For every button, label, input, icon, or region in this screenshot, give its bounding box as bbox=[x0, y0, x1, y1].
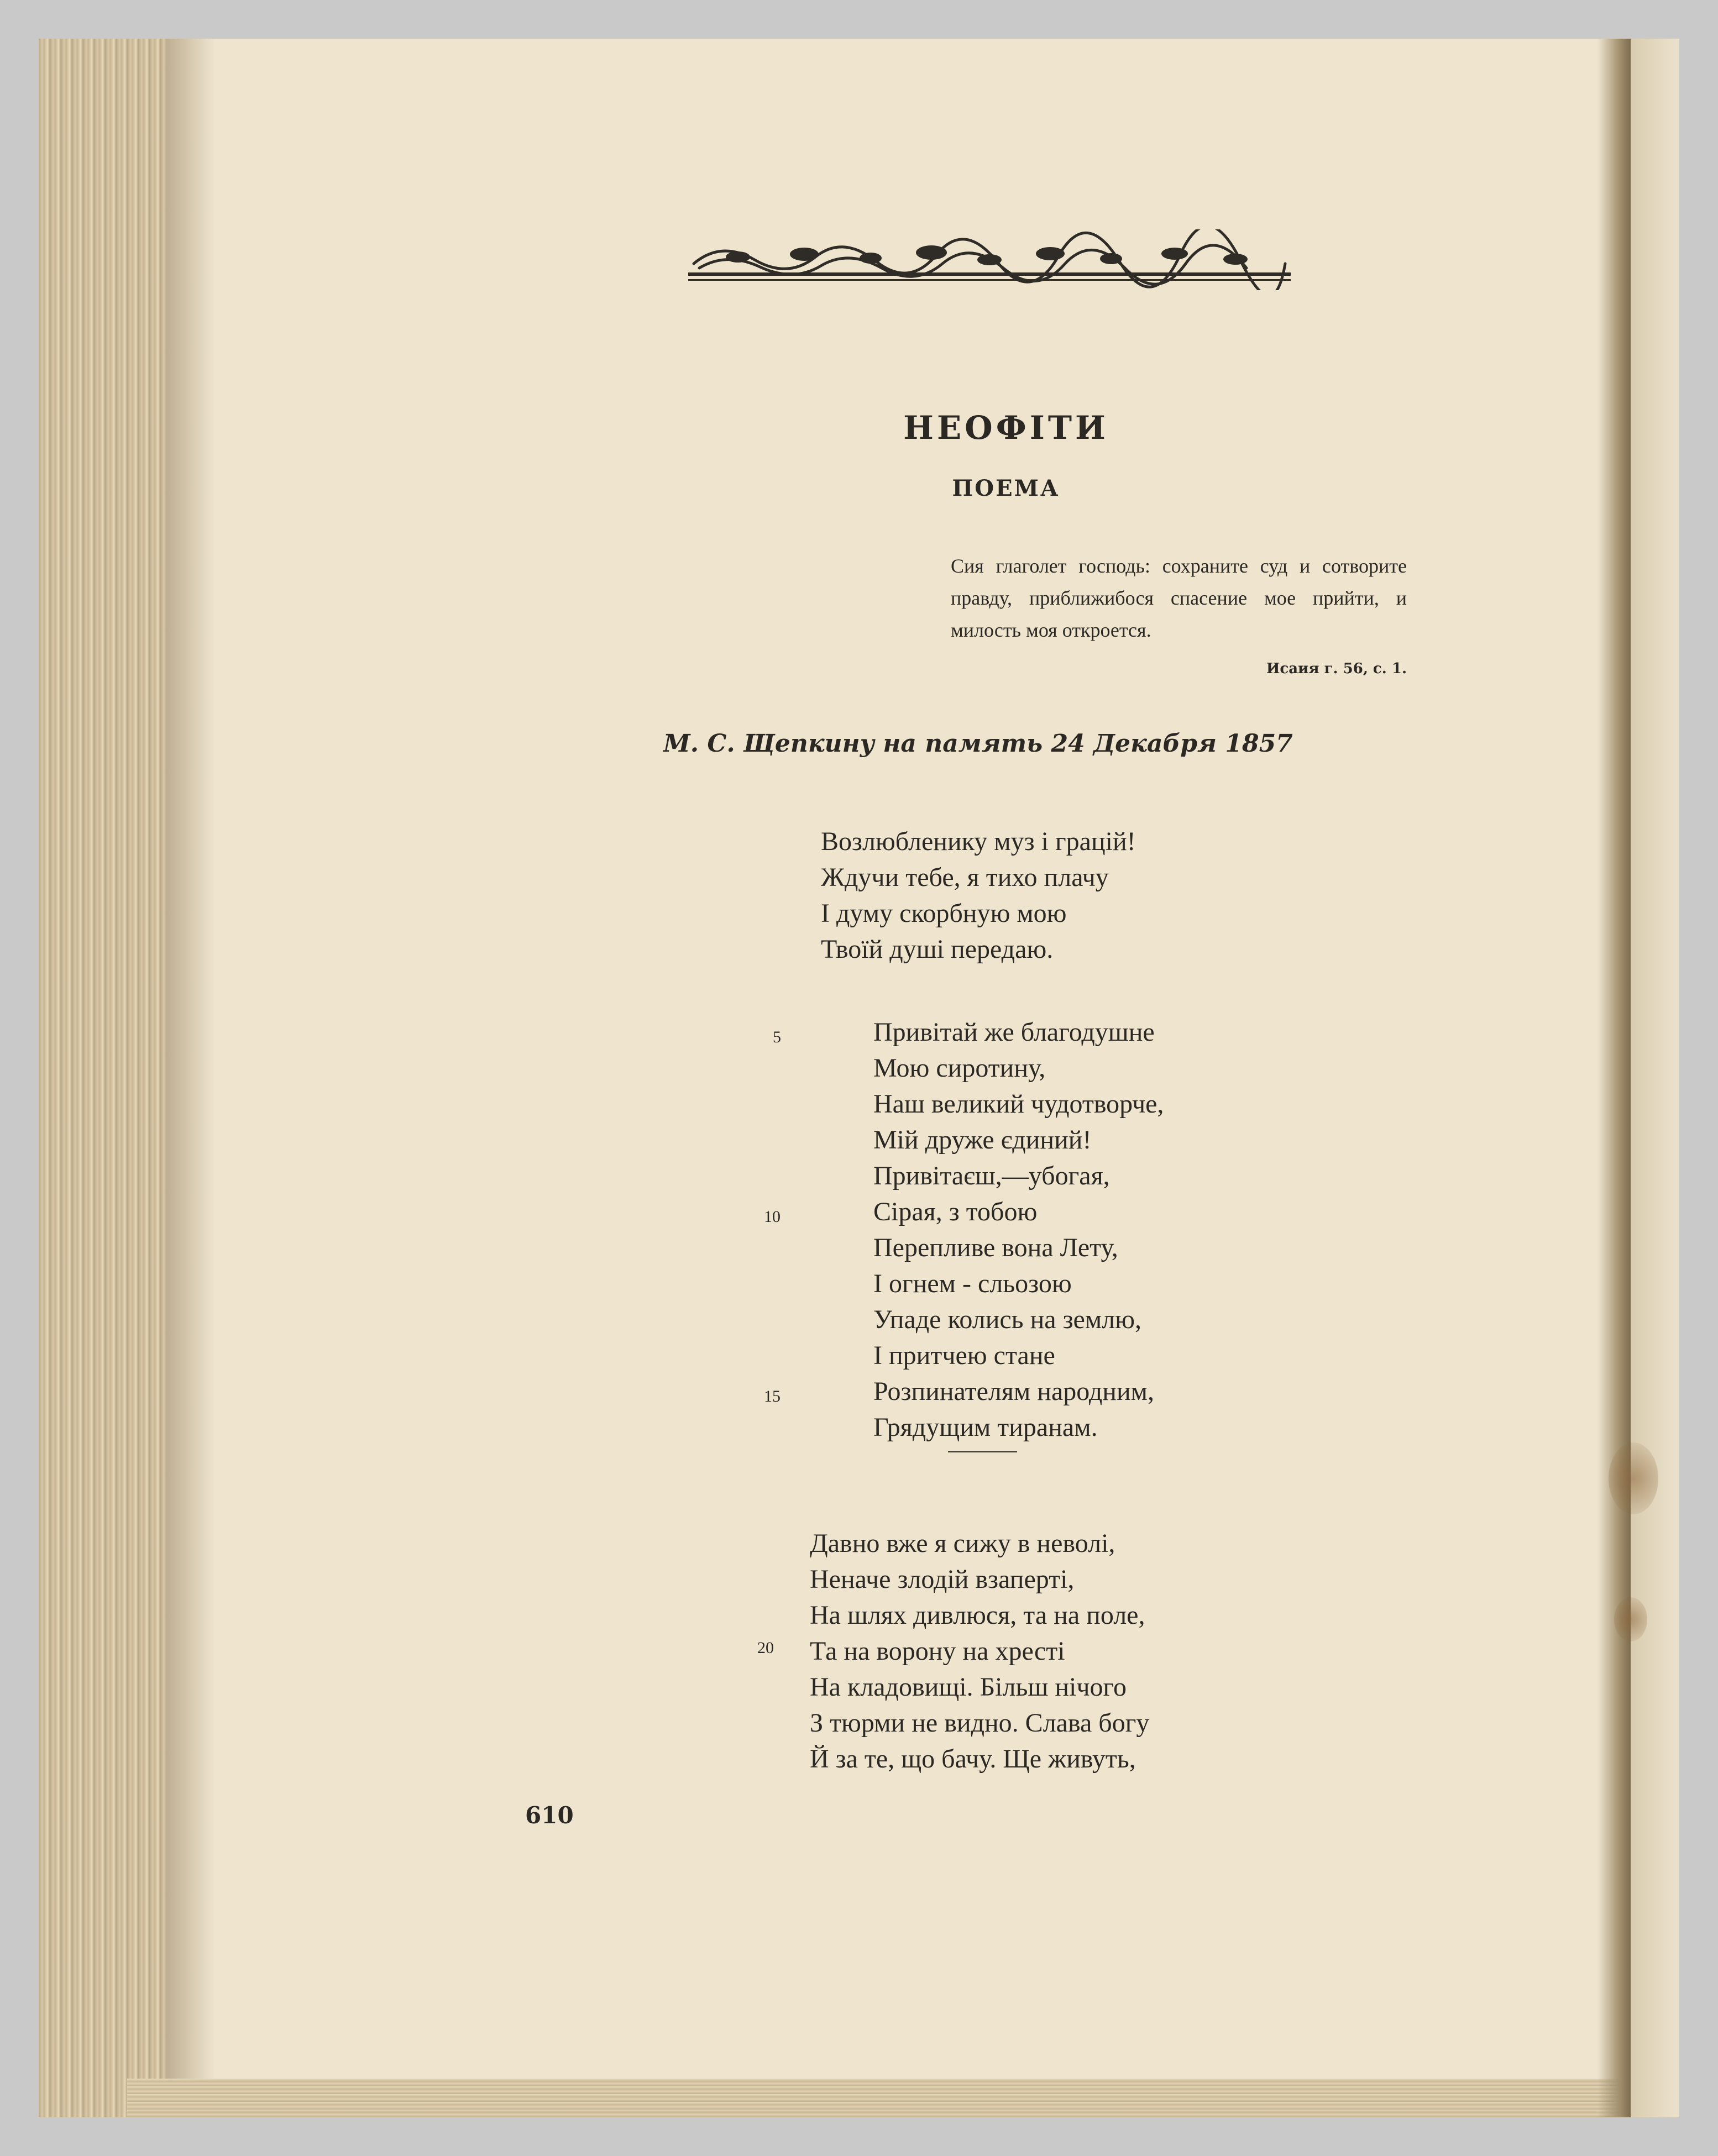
verse-line: Наш великий чудотворче, bbox=[873, 1089, 1164, 1119]
line-number: 20 bbox=[757, 1639, 774, 1657]
page-number: 610 bbox=[525, 1802, 574, 1829]
verse-line: Упаде колись на землю, bbox=[873, 1305, 1142, 1334]
verse-line: Та на ворону на хресті bbox=[810, 1636, 1065, 1666]
verse-line: І думу скорбную мою bbox=[821, 899, 1067, 928]
verse-line: На шлях дивлюся, та на поле, bbox=[810, 1601, 1145, 1630]
page-scan bbox=[39, 39, 1679, 2117]
poem-subtitle: ПОЕМА bbox=[952, 475, 1060, 501]
section-divider bbox=[948, 1451, 1017, 1452]
verse-line: Грядущим тиранам. bbox=[873, 1413, 1098, 1442]
verse-line: І притчею стане bbox=[873, 1341, 1055, 1370]
verse-line: Й за те, що бачу. Ще живуть, bbox=[810, 1744, 1136, 1774]
line-number: 10 bbox=[764, 1208, 781, 1226]
line-number: 15 bbox=[764, 1387, 781, 1405]
line-number: 5 bbox=[773, 1028, 781, 1046]
book-page bbox=[39, 39, 1679, 2117]
verse-line: І огнем - сльозою bbox=[873, 1269, 1072, 1298]
epigraph-text: Сия глаголет господь: сохраните суд и сотворите правду, приближибося спасение мое прийти, и милость моя откроется. bbox=[951, 555, 1407, 641]
verse-line: Сірая, з тобою bbox=[873, 1197, 1038, 1226]
dedication: М. С. Щепкину на память 24 Декабря 1857 bbox=[663, 730, 1293, 758]
stanza-1 bbox=[821, 823, 1136, 967]
verse-line: Давно вже я сижу в неволі, bbox=[810, 1529, 1115, 1558]
verse-line: Перепливе вона Лету, bbox=[873, 1233, 1118, 1262]
verse-line: Привітаєш,—убогая, bbox=[873, 1161, 1110, 1190]
stanza-3 bbox=[810, 1525, 1149, 1777]
verse-line: Неначе злодій взаперті, bbox=[810, 1565, 1075, 1594]
verse-line: Мій друже єдиний! bbox=[873, 1125, 1092, 1155]
verse-line: Ждучи тебе, я тихо плачу bbox=[821, 863, 1109, 892]
verse-line: Возлюбленику муз і грацій! bbox=[821, 827, 1136, 856]
verse-line: Розпинателям народним, bbox=[873, 1377, 1155, 1406]
verse-line: Мою сиротину, bbox=[873, 1053, 1046, 1083]
verse-line: Привітай же благодушне bbox=[873, 1017, 1155, 1047]
poem-title: НЕОФІТИ bbox=[903, 409, 1109, 447]
verse-line: Твоїй душі передаю. bbox=[821, 935, 1054, 964]
decorative-headpiece bbox=[688, 229, 1291, 290]
verse-line: На кладовищі. Більш нічого bbox=[810, 1672, 1127, 1702]
epigraph-source: Исаия г. 56, с. 1. bbox=[1266, 660, 1407, 677]
stanza-2 bbox=[873, 1014, 1164, 1445]
verse-line: З тюрми не видно. Слава богу bbox=[810, 1708, 1150, 1738]
